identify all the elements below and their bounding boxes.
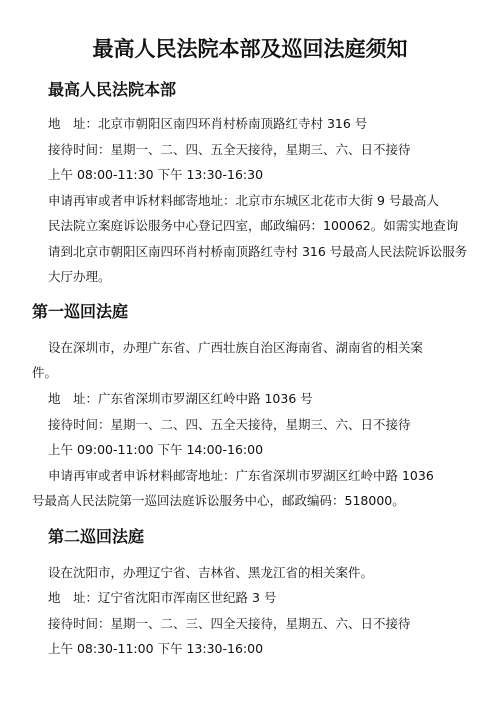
hq-reception-hours: 上午 08:00-11:30 下午 13:30-16:30: [48, 167, 264, 182]
hq-mail-line-4: 大厅办理。: [48, 269, 111, 284]
first-circuit-reception-hours: 上午 09:00-11:00 下午 14:00-16:00: [48, 442, 264, 457]
hq-mail-line-3: 请到北京市朝阳区南四环肖村桥南顶路红寺村 316 号最高人民法院诉讼服务: [48, 244, 468, 259]
section-heading-first-circuit: 第一巡回法庭: [32, 302, 129, 321]
second-circuit-reception-days: 接待时间：星期一、二、三、四全天接待，星期五、六、日不接待: [48, 616, 411, 631]
second-circuit-reception-hours: 上午 08:30-11:00 下午 13:30-16:00: [48, 641, 264, 656]
section-heading-second-circuit: 第二巡回法庭: [48, 527, 145, 546]
hq-address: 地 址：北京市朝阳区南四环肖村桥南顶路红寺村 316 号: [48, 116, 368, 131]
section-heading-hq: 最高人民法院本部: [48, 80, 177, 99]
hq-reception-days: 接待时间：星期一、二、四、五全天接待，星期三、六、日不接待: [48, 142, 411, 157]
first-circuit-reception-days: 接待时间：星期一、二、四、五全天接待，星期三、六、日不接待: [48, 417, 411, 432]
first-circuit-address: 地 址：广东省深圳市罗湖区红岭中路 1036 号: [48, 391, 313, 406]
document-title: 最高人民法院本部及巡回法庭须知: [92, 37, 408, 61]
first-circuit-scope-line-2: 件。: [32, 365, 58, 380]
hq-mail-line-2: 民法院立案庭诉讼服务中心登记四室，邮政编码：100062。如需实地查询: [48, 218, 459, 233]
first-circuit-mail-line-2: 号最高人民法院第一巡回法庭诉讼服务中心，邮政编码：518000。: [32, 493, 405, 508]
second-circuit-scope: 设在沈阳市，办理辽宁省、吉林省、黑龙江省的相关案件。: [48, 565, 374, 580]
first-circuit-scope-line-1: 设在深圳市，办理广东省、广西壮族自治区海南省、湖南省的相关案: [48, 340, 424, 355]
first-circuit-mail-line-1: 申请再审或者申诉材料邮寄地址：广东省深圳市罗湖区红岭中路 1036: [48, 468, 434, 483]
second-circuit-address: 地 址：辽宁省沈阳市浑南区世纪路 3 号: [48, 590, 277, 605]
hq-mail-line-1: 申请再审或者申诉材料邮寄地址：北京市东城区北花市大街 9 号最高人: [48, 193, 439, 208]
